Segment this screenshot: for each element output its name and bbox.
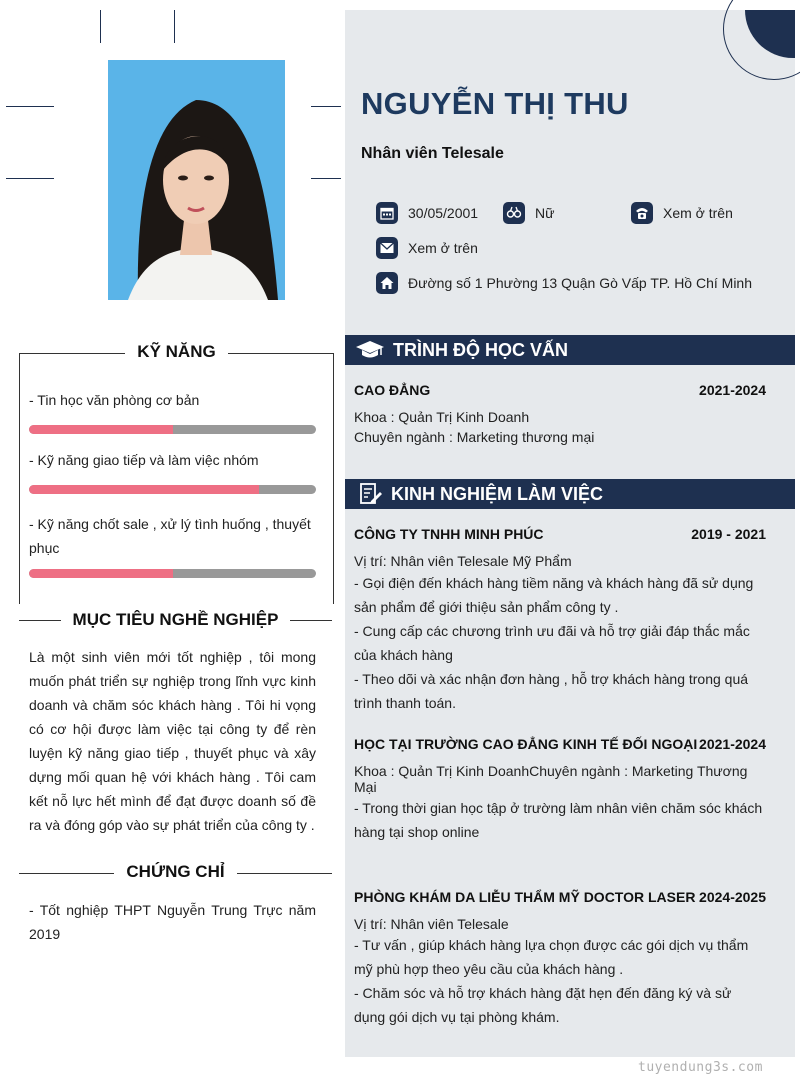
skill-label: - Kỹ năng chốt sale , xử lý tình huống , thuyết phục — [29, 516, 311, 556]
skills-heading-wrap — [19, 342, 334, 362]
phone-icon — [631, 202, 653, 224]
candidate-name: NGUYỄN THỊ THU — [361, 86, 629, 121]
phone-text: Xem ở trên — [663, 205, 733, 221]
certificates-heading-wrap — [19, 862, 332, 882]
email-item — [376, 237, 478, 259]
job-details — [354, 796, 764, 844]
education-line: Chuyên ngành : Marketing thương mại — [354, 429, 595, 445]
skill-label: - Tin học văn phòng cơ bản — [29, 392, 200, 408]
job-details — [354, 571, 764, 715]
skill-bar — [29, 425, 316, 434]
address-text: Đường số 1 Phường 13 Quận Gò Vấp TP. Hồ Chí Minh — [408, 275, 752, 291]
education-band — [345, 335, 795, 365]
profile-photo — [108, 60, 285, 300]
home-icon — [376, 272, 398, 294]
job-detail-line: - Trong thời gian học tập ở trường làm nhân viên chăm sóc khách hàng tại shop online — [354, 800, 763, 840]
watermark: tuyendung3s.com — [638, 1060, 763, 1075]
resume-edit-icon — [359, 482, 383, 506]
education-heading: TRÌNH ĐỘ HỌC VẤN — [393, 339, 568, 360]
skill-bar-fill — [29, 485, 259, 494]
decor-line — [311, 106, 341, 107]
address-item — [376, 272, 752, 294]
education-line: Khoa : Quản Trị Kinh Doanh — [354, 409, 530, 425]
decor-line — [311, 178, 341, 179]
job-detail-line: - Cung cấp các chương trình ưu đãi và hỗ trợ giải đáp thắc mắc của khách hàng — [354, 623, 750, 663]
gender-icon — [503, 202, 525, 224]
objective-text: Là một sinh viên mới tốt nghiệp , tôi mong muốn phát triển sự nghiệp trong lĩnh vực kinh doanh và chăm sóc khách hàng . Tôi hi vọng có cơ hội được làm việc tại công ty để rèn luyện kỹ năng giao tiếp , thuyết phục và xây dựng mối quan hệ với khách hàng . Tôi cam kết nỗ lực hết mình để đạt được doanh số đề ra và đóng góp vào sự phát triển của công ty . — [29, 649, 316, 833]
job-years: 2024-2025 — [699, 889, 766, 905]
objective-heading-wrap — [19, 610, 332, 630]
email-text: Xem ở trên — [408, 240, 478, 256]
decor-line — [6, 178, 54, 179]
skill-bar-fill — [29, 425, 173, 434]
job-company: CÔNG TY TNHH MINH PHÚC — [354, 526, 544, 542]
decor-line — [174, 10, 175, 43]
calendar-icon — [376, 202, 398, 224]
job-position: Vị trí: Nhân viên Telesale — [354, 916, 509, 932]
job-years: 2021-2024 — [699, 736, 766, 752]
job-detail-line: - Gọi điện đến khách hàng tiềm năng và khách hàng đã sử dụng sản phẩm để giới thiệu sản phẩm công ty . — [354, 575, 754, 615]
gender-item — [503, 202, 554, 224]
skill-bar — [29, 569, 316, 578]
envelope-icon — [376, 237, 398, 259]
job-details — [354, 933, 766, 1029]
decor-line — [6, 106, 54, 107]
graduation-cap-icon — [355, 340, 385, 360]
job-company: HỌC TẠI TRƯỜNG CAO ĐẲNG KINH TẾ ĐỐI NGOẠI — [354, 736, 698, 752]
education-school: CAO ĐẲNG — [354, 382, 431, 398]
decor-line — [100, 10, 101, 43]
dob-item — [376, 202, 478, 224]
job-company: PHÒNG KHÁM DA LIỄU THẨM MỸ DOCTOR LASER — [354, 889, 696, 905]
dob-text: 30/05/2001 — [408, 205, 479, 221]
phone-item — [631, 202, 733, 224]
objective-heading: MỤC TIÊU NGHỀ NGHIỆP — [61, 610, 291, 629]
certificates-text: - Tốt nghiệp THPT Nguyễn Trung Trực năm 2019 — [29, 902, 316, 942]
skills-heading: KỸ NĂNG — [125, 342, 227, 361]
skills-box-border — [19, 353, 334, 604]
job-position: Vị trí: Nhân viên Telesale Mỹ Phẩm — [354, 553, 572, 569]
skill-bar — [29, 485, 316, 494]
job-detail-line: - Chăm sóc và hỗ trợ khách hàng đặt hẹn đến đăng ký và sử dụng gói dịch vụ tại phòng khám. — [354, 985, 732, 1025]
experience-band — [345, 479, 795, 509]
gender-text: Nữ — [535, 205, 555, 221]
job-title: Nhân viên Telesale — [361, 145, 504, 162]
education-years: 2021-2024 — [699, 382, 766, 398]
skill-label: - Kỹ năng giao tiếp và làm việc nhóm — [29, 452, 259, 468]
certificates-heading: CHỨNG CHỈ — [114, 862, 236, 881]
job-detail-line: - Theo dõi và xác nhận đơn hàng , hỗ trợ khách hàng trong quá trình thanh toán. — [354, 671, 749, 711]
experience-heading: KINH NGHIỆM LÀM VIỆC — [391, 483, 604, 504]
job-years: 2019 - 2021 — [691, 526, 766, 542]
skill-bar-fill — [29, 569, 173, 578]
job-detail-line: - Tư vấn , giúp khách hàng lựa chọn được các gói dịch vụ thẩm mỹ phù hợp theo yêu cầu của khách hàng . — [354, 937, 749, 977]
job-position: Khoa : Quản Trị Kinh DoanhChuyên ngành : Marketing Thương Mại — [354, 763, 748, 795]
